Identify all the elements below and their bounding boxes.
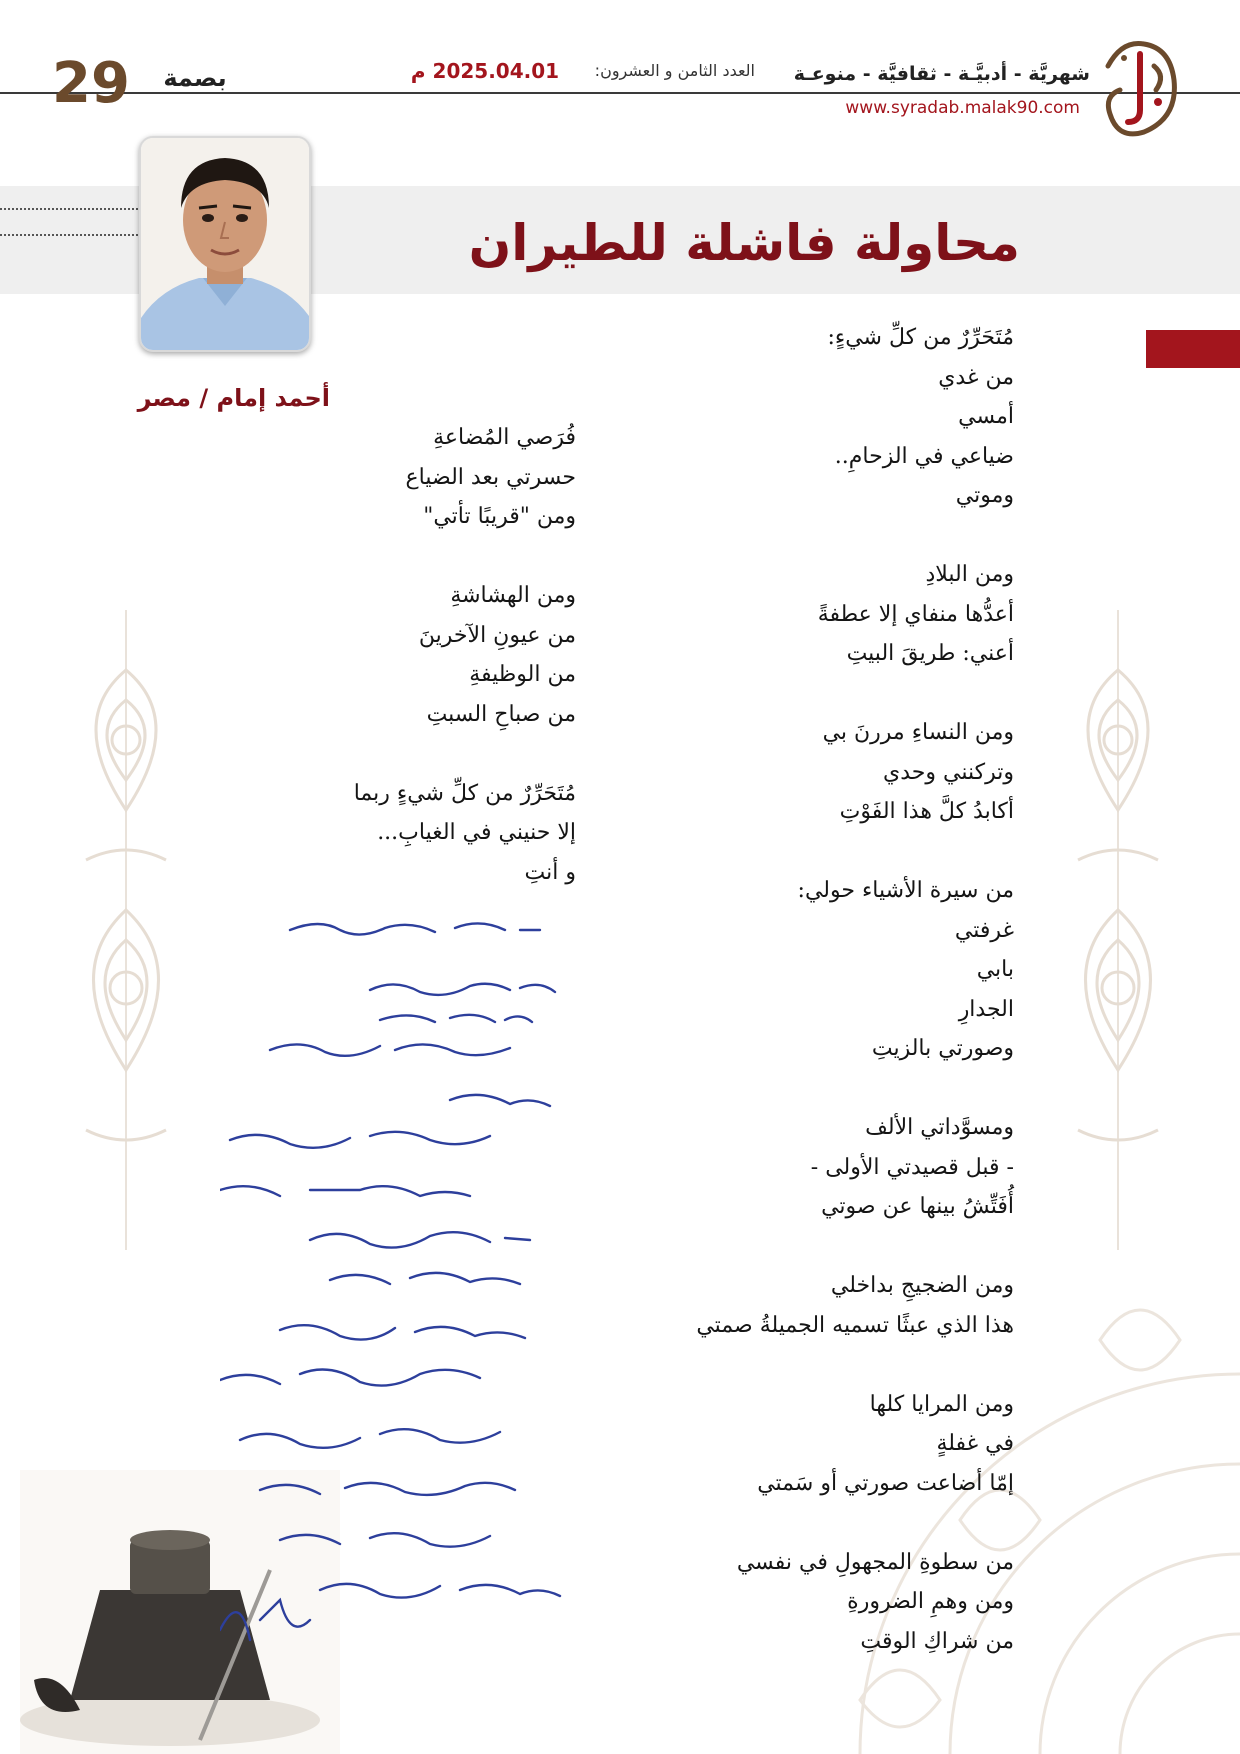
magazine-tagline: شهريَّة - أدبيَّـة - ثقافيَّة - منوعـة (793, 63, 1090, 85)
poem-line: من غدي (938, 364, 1014, 390)
poem-line: ومن البلادِ (925, 562, 1014, 587)
arabesque-ornament (56, 610, 196, 1250)
issue-date: 2025.04.01 م (410, 59, 560, 83)
poem-line: من صباحِ السبتِ (426, 701, 576, 727)
author-name: أحمد إمام / مصر (137, 384, 330, 412)
poem-line: من الوظيفةِ (469, 662, 576, 687)
website-link[interactable]: www.syradab.malak90.com (845, 98, 1080, 118)
poem-line: وصورتي بالزيتِ (871, 1036, 1014, 1061)
poem-title: محاولة فاشلة للطيران (468, 214, 1020, 272)
dotted-divider (0, 208, 150, 210)
stanza-break (640, 516, 1014, 556)
poem-line: إمّا أضاعت صورتي أو سَمتي (757, 1470, 1014, 1496)
poem-line: مُتَحَرِّرٌ من كلِّ شيءٍ: (827, 325, 1014, 350)
dotted-divider (0, 234, 150, 236)
stanza-break (640, 1345, 1014, 1385)
poem-line: من سيرة الأشياء حولي: (797, 878, 1014, 903)
stanza-break (300, 734, 576, 774)
poem-line: مُتَحَرِّرٌ من كلِّ شيءٍ ربما (353, 780, 576, 806)
poem-line: أُفَتِّشُ بينها عن صوتي (821, 1194, 1014, 1219)
poem-line: بابي (976, 957, 1014, 982)
poem-line: فُرَصي المُضاعةِ (433, 425, 576, 450)
poem-line: ومن المرايا كلها (869, 1391, 1014, 1417)
poem-line: من عيونِ الآخرينَ (418, 622, 576, 648)
poem-line: ومن "قريبًا تأتي" (423, 504, 576, 529)
issue-label: العدد الثامن و العشرون: (594, 61, 755, 80)
stanza-break (640, 832, 1014, 872)
stanza-break (640, 1227, 1014, 1267)
handwritten-manuscript (220, 900, 640, 1660)
stanza-break (640, 674, 1014, 714)
poem-line: ومن الضجيجِ بداخلي (830, 1273, 1014, 1298)
poem-line: أمسي (958, 404, 1014, 429)
poem-line: هذا الذي عبثًا تسميه الجميلةُ صمتي (696, 1312, 1014, 1338)
poem-line: ومن وهمِ الضرورةِ (847, 1589, 1014, 1614)
poem-line: و أنتِ (524, 859, 576, 885)
poem-line: وموتي (955, 483, 1014, 508)
poem-line: أعدُّها منفاي إلا عطفةً (817, 601, 1014, 627)
poem-line: أكابدُ كلَّ هذا الفَوْتِ (839, 799, 1014, 824)
poem-line: ومن النساءِ مررنَ بي (822, 720, 1014, 745)
poem-line: الجدارِ (958, 996, 1014, 1022)
poem-left-column (300, 418, 576, 892)
arabesque-ornament (1048, 610, 1188, 1250)
poem-line: أعني: طريقَ البيتِ (846, 641, 1014, 666)
magazine-logo (1100, 36, 1182, 138)
poem-line: من شراكِ الوقتِ (860, 1628, 1014, 1654)
accent-bar (1146, 330, 1240, 368)
poem-line: حسرتي بعد الضياع (405, 464, 576, 490)
author-photo (139, 136, 311, 352)
poem-line: وتركنني وحدي (883, 759, 1014, 785)
poem-line: - قبل قصيدتي الأولى - (810, 1154, 1014, 1180)
poem-right-column (640, 318, 1014, 1661)
stanza-break (640, 1503, 1014, 1543)
poem-line: في غفلةٍ (936, 1431, 1014, 1456)
poem-line: غرفتي (954, 917, 1014, 943)
section-name: بصمة (163, 64, 227, 92)
poem-line: ضياعي في الزحامِ.. (834, 443, 1014, 469)
page-number: 29 (52, 51, 130, 116)
poem-line: إلا حنيني في الغيابِ... (377, 820, 576, 845)
stanza-break (300, 537, 576, 577)
stanza-break (640, 1069, 1014, 1109)
poem-line: من سطوةِ المجهولِ في نفسي (736, 1549, 1014, 1575)
poem-line: ومن الهشاشةِ (450, 583, 576, 608)
poem-line: ومسوَّداتي الألف (865, 1115, 1014, 1140)
